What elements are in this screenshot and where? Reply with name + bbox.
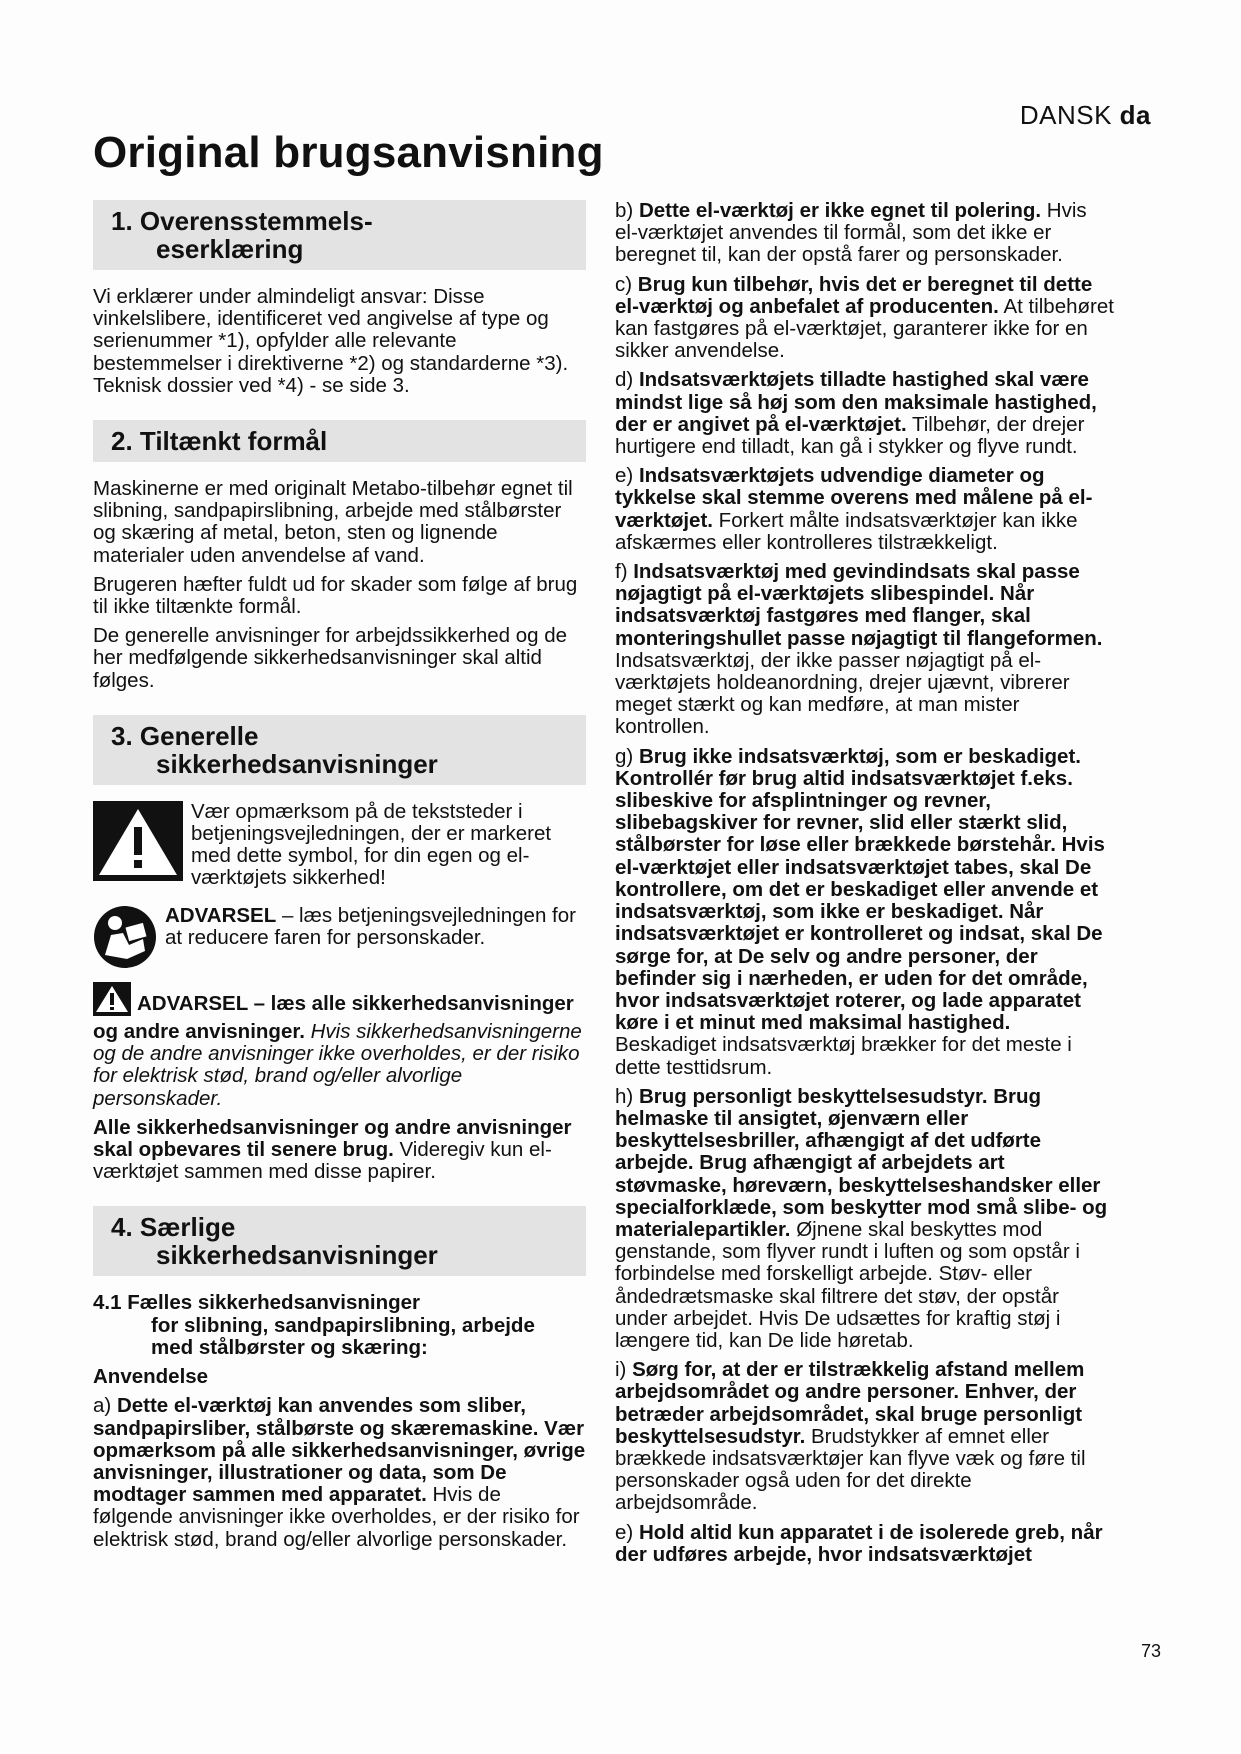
read-all-warning: ADVARSEL – læs alle sikkerhedsanvisninger og andre anvisninger. Hvis sikkerhedsanvisningerne og de andre anvisninger ikke overholdes, er der risiko for elektrisk stød, brand og/eller alvorlige personskader.	[93, 982, 586, 1110]
section-1-text: Vi erklærer under almindeligt ansvar: Disse vinkelslibere, identificeret ved angivelse af type og serienummer *1), opfylder alle relevante bestemmelser i direktiverne *2) og standarderne *3). Teknisk dossier ved *4) - se side 3.	[93, 285, 569, 397]
warning-symbol-note: Vær opmærksom på de tekststeder i betjeningsvejledningen, der er markeret med dette symbol, for din egen og el-værktøjets sikkerhed!	[93, 801, 586, 897]
small-warning-icon	[93, 982, 131, 1021]
section-2-p1: Maskinerne er med originalt Metabo-tilbehør egnet til slibning, sandpapirslibning, arbejde med stålbørster og skæring af metal, beton, sten og lignende materialer uden anvendelse af vand.	[93, 477, 573, 567]
item-h: h) Brug personligt beskyttelsesudstyr. Brug helmaske til ansigtet, øjenværn eller beskyttelsesbriller, afhængigt af det udførte arbejde. Brug afhængigt af arbejdets art støvmaske, høreværn, beskyttelseshandsker eller specialforklæde, som beskytter mod små slibe- og materialepartikler. Øjnene skal beskyttes mod genstande, som flyver rundt i luften og som opstår i forbindelse med forskelligt arbejde. Støv- eller åndedrætsmaske skal filtrere det støv, der opstår under arbejdet. Hvis De udsættes for kraftig støj i længere tid, kan De lide høretab.	[615, 1084, 1108, 1352]
item-e2: e) Hold altid kun apparatet i de isolerede greb, når der udføres arbejde, hvor indsatsværktøjet	[615, 1520, 1103, 1566]
item-a: a) Dette el-værktøj kan anvendes som sliber, sandpapirsliber, stålbørste og skæremaskine. Vær opmærksom på alle sikkerhedsanvisninger, øvrige anvisninger, illustrationer og data, som De modtager sammen med apparatet. Hvis de følgende anvisninger ikke overholdes, er der risiko for elektrisk stød, brand og/eller alvorlige personskader.	[93, 1394, 586, 1551]
page-title: Original brugsanvisning	[93, 128, 604, 177]
item-b: b) Dette el-værktøj er ikke egnet til polering. Hvis el-værktøjet anvendes til formål, som det ikke er beregnet til, kan der opstå farer og personskader.	[615, 199, 1087, 267]
warning-triangle-icon	[93, 801, 183, 886]
language-label: DANSK da	[1019, 100, 1151, 130]
right-column	[615, 200, 1115, 1573]
item-e: e) Indsatsværktøjets udvendige diameter og tykkelse skal stemme overens med målene på el-værktøjet. Forkert målte indsatsværktøjer kan ikke afskærmes eller kontrolleres tilstrækkeligt.	[615, 464, 1093, 554]
section-2-p3: De generelle anvisninger for arbejdssikkerhed og de her medfølgende sikkerhedsanvisninger skal altid følges.	[93, 624, 568, 692]
read-manual-warning: ADVARSEL – læs betjeningsvejledningen for at reducere faren for personskader.	[93, 905, 586, 974]
item-c: c) Brug kun tilbehør, hvis det er beregnet til dette el-værktøj og anbefalet af producenten. At tilbehøret kan fastgøres på el-værktøjet, garanterer ikke for en sikker anvendelse.	[615, 272, 1114, 363]
section-4-1-heading: 4.1 Fælles sikkerhedsanvisninger for slibning, sandpapirslibning, arbejde med stålbørster og skæring:	[93, 1291, 535, 1359]
page-number: 73	[1140, 1641, 1161, 1661]
section-3-heading: 3. Generelle sikkerhedsanvisninger	[93, 715, 586, 785]
usage-heading: Anvendelse	[93, 1365, 209, 1389]
section-2-heading: 2. Tiltænkt formål	[93, 420, 586, 462]
section-2-p2: Brugeren hæfter fuldt ud for skader som følge af brug til ikke tiltænkte formål.	[93, 572, 578, 619]
item-f: f) Indsatsværktøj med gevindindsats skal passe nøjagtigt på el-værktøjets slibespindel. Når indsatsværktøj fastgøres med flanger, skal monteringshullet passe nøjagtigt til flangeformen. Indsatsværktøj, der ikke passer nøjagtigt på el-værktøjets holdeanordning, drejer ujævnt, vibrerer meget stærkt og kan medføre, at man mister kontrollen.	[615, 560, 1103, 739]
item-i: i) Sørg for, at der er tilstrækkelig afstand mellem arbejdsområdet og andre personer. Enhver, der betræder arbejdsområdet, skal bruge personligt beskyttelsesudstyr. Brudstykker af emnet eller brækkede indsatsværktøjer kan flyve væk og føre til personskader også uden for det direkte arbejdsområde.	[615, 1358, 1086, 1515]
section-1-heading: 1. Overensstemmels- eserklæring	[93, 200, 586, 270]
section-4-heading: 4. Særlige sikkerhedsanvisninger	[93, 1206, 586, 1276]
read-manual-icon	[93, 905, 157, 974]
keep-instructions: Alle sikkerhedsanvisninger og andre anvisninger skal opbevares til senere brug. Videregiv kun el-værktøjet sammen med disse papirer.	[93, 1115, 572, 1184]
item-d: d) Indsatsværktøjets tilladte hastighed skal være mindst lige så høj som den maksimale hastighed, der er angivet på el-værktøjet. Tilbehør, der drejer hurtigere end tilladt, kan gå i stykker og flyve rundt.	[615, 368, 1097, 459]
left-column	[93, 200, 586, 1558]
item-g: g) Brug ikke indsatsværktøj, som er beskadiget. Kontrollér før brug altid indsatsværktøjet f.eks. slibeskive for afsplintninger og revner, slibebagskiver for revner, slid eller stærkt slid, stålbørster for løse eller brækkede børstehår. Hvis el-værktøjet eller indsatsværktøjet tabes, skal De kontrollere, om det er beskadiget eller anvende et indsatsværktøj, som ikke er beskadiget. Når indsatsværktøjet er kontrolleret og indsat, skal De sørge for, at De selv og andre personer, der befinder sig i nærheden, er uden for det område, hvor indsatsværktøjet roterer, og lade apparatet køre i et minut med maksimal hastighed. Beskadiget indsatsværktøj brækker for det meste i dette testtidsrum.	[615, 744, 1105, 1079]
